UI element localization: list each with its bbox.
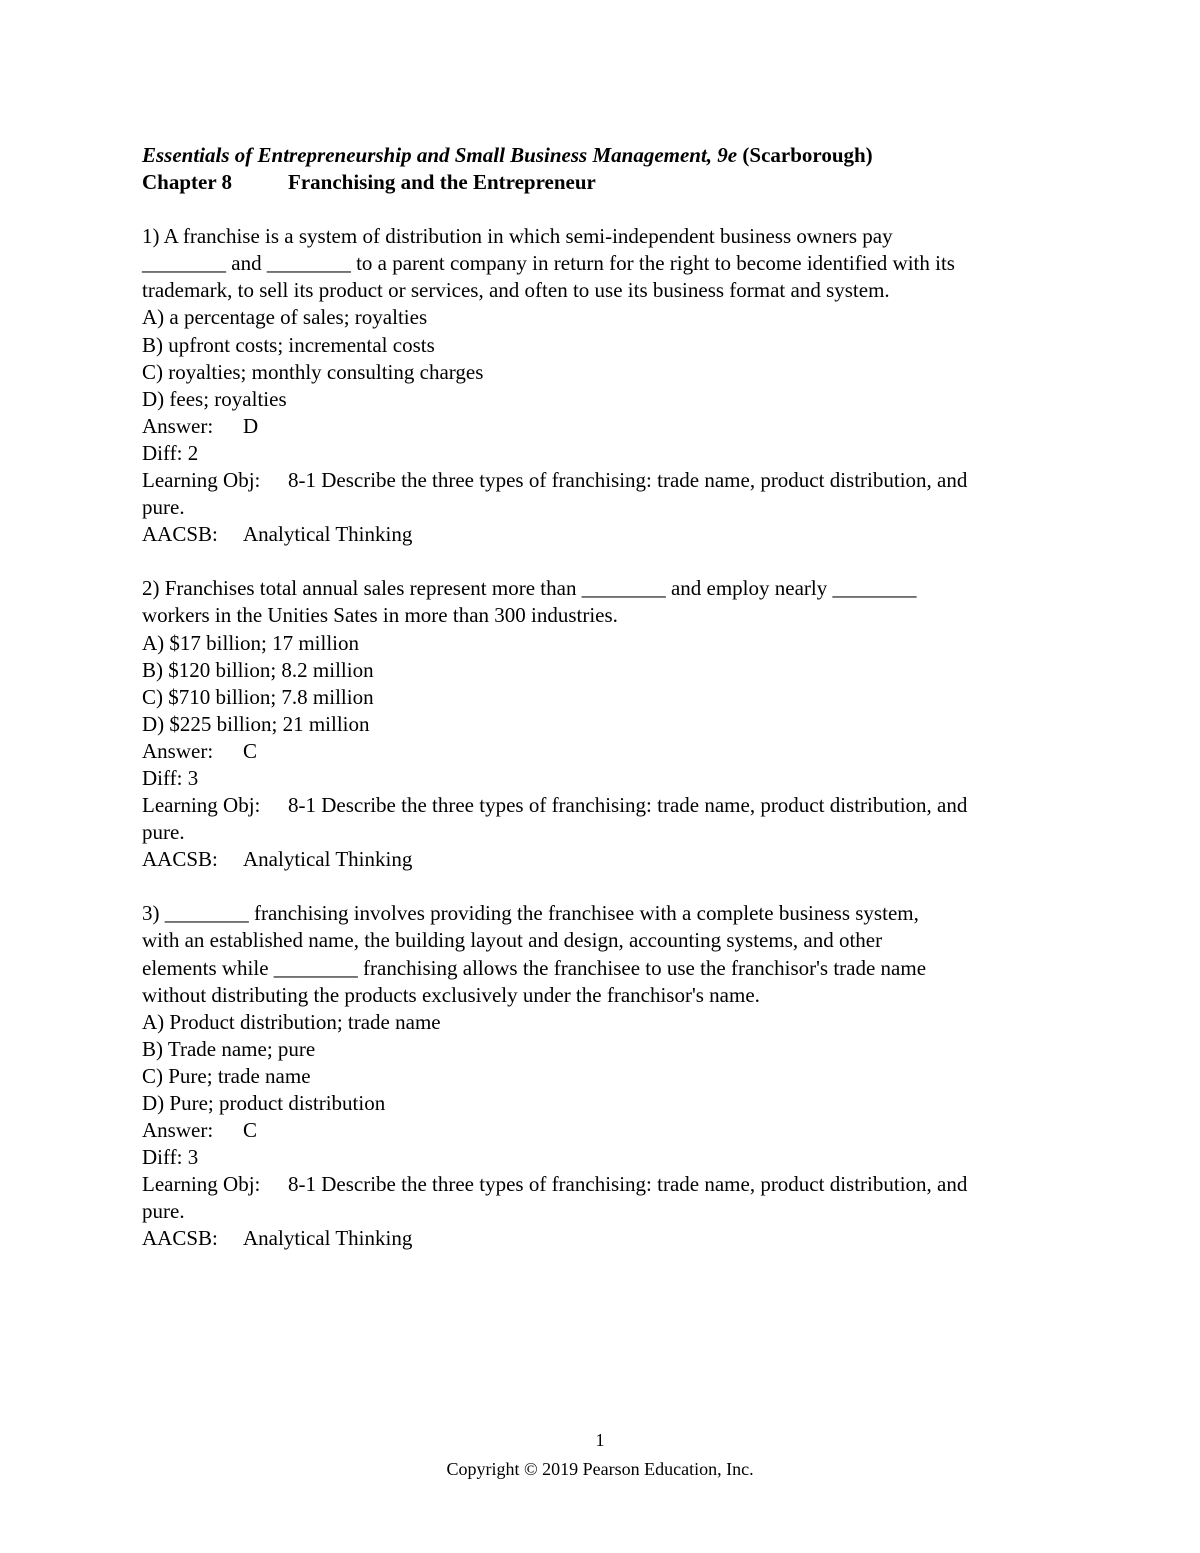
aacsb-value: Analytical Thinking <box>243 522 413 547</box>
question-2 <box>142 575 1072 873</box>
answer-value: C <box>243 1118 258 1143</box>
difficulty-line <box>142 765 1072 792</box>
answer-label: Answer: <box>142 1118 214 1143</box>
aacsb-line <box>142 846 1072 873</box>
copyright-notice: Copyright © 2019 Pearson Education, Inc. <box>446 1459 754 1479</box>
chapter-number: Chapter 8 <box>142 170 233 195</box>
learning-objective-line <box>142 1171 1072 1198</box>
learning-objective-label: Learning Obj: <box>142 1172 261 1197</box>
question-stem-line: elements while ________ franchising allows the franchisee to use the franchisor's trade name <box>142 955 927 980</box>
answer-option: D) Pure; product distribution <box>142 1091 386 1115</box>
learning-objective-label: Learning Obj: <box>142 468 261 493</box>
difficulty-line <box>142 440 1072 467</box>
question-stem-line: ________ and ________ to a parent company in return for the right to become identified with its <box>142 251 955 276</box>
answer-option: B) upfront costs; incremental costs <box>142 332 435 357</box>
aacsb-value: Analytical Thinking <box>243 847 413 872</box>
learning-objective-text: 8-1 Describe the three types of franchising: trade name, product distribution, and <box>288 793 968 818</box>
answer-option: A) Product distribution; trade name <box>142 1009 441 1034</box>
question-stem-line: 3) ________ franchising involves providing the franchisee with a complete business system, <box>142 901 919 926</box>
difficulty-line <box>142 1144 1072 1171</box>
learning-objective-continuation: pure. <box>142 820 185 845</box>
learning-objective-continuation: pure. <box>142 495 185 520</box>
difficulty-value: 2 <box>187 440 199 465</box>
answer-value: C <box>243 738 258 763</box>
question-stem-line: 1) A franchise is a system of distribution in which semi-independent business owners pay <box>142 224 893 249</box>
answer-line <box>142 413 1072 440</box>
question-3 <box>142 900 1072 1252</box>
answer-label: Answer: <box>142 738 214 763</box>
chapter-title: Franchising and the Entrepreneur <box>288 170 596 195</box>
answer-option: A) $17 billion; 17 million <box>142 630 360 655</box>
learning-objective-text: 8-1 Describe the three types of franchising: trade name, product distribution, and <box>288 468 968 493</box>
question-stem-line: with an established name, the building layout and design, accounting systems, and other <box>142 928 883 953</box>
question-1 <box>142 223 1072 548</box>
question-stem-line: workers in the Unities Sates in more than 300 industries. <box>142 603 618 628</box>
difficulty-label: Diff: <box>142 440 183 465</box>
chapter-heading <box>142 169 1072 196</box>
book-title: Essentials of Entrepreneurship and Small Business Management, 9e <box>142 143 738 167</box>
answer-value: D <box>243 413 259 438</box>
question-stem-line: 2) Franchises total annual sales represent more than ________ and employ nearly ________ <box>142 576 917 601</box>
answer-label: Answer: <box>142 413 214 438</box>
book-author: (Scarborough) <box>737 143 873 167</box>
difficulty-label: Diff: <box>142 765 183 790</box>
aacsb-line <box>142 521 1072 548</box>
answer-line <box>142 738 1072 765</box>
difficulty-value: 3 <box>187 1145 199 1170</box>
aacsb-line <box>142 1225 1072 1252</box>
answer-option: B) $120 billion; 8.2 million <box>142 657 374 682</box>
answer-option: C) $710 billion; 7.8 million <box>142 684 374 709</box>
learning-objective-line <box>142 467 1072 494</box>
answer-option: B) Trade name; pure <box>142 1036 316 1061</box>
learning-objective-line <box>142 792 1072 819</box>
difficulty-label: Diff: <box>142 1145 183 1170</box>
answer-option: D) $225 billion; 21 million <box>142 711 370 736</box>
difficulty-value: 3 <box>187 765 199 790</box>
book-title-line <box>142 142 1072 169</box>
page-content <box>142 142 1072 1253</box>
aacsb-label: AACSB: <box>142 847 218 872</box>
learning-objective-continuation: pure. <box>142 1199 185 1224</box>
answer-option: C) Pure; trade name <box>142 1063 311 1088</box>
learning-objective-label: Learning Obj: <box>142 793 261 818</box>
answer-option: D) fees; royalties <box>142 386 287 411</box>
answer-line <box>142 1117 1072 1144</box>
aacsb-label: AACSB: <box>142 522 218 547</box>
answer-option: C) royalties; monthly consulting charges <box>142 359 484 384</box>
aacsb-value: Analytical Thinking <box>243 1226 413 1251</box>
question-stem-line: trademark, to sell its product or services, and often to use its business format and system. <box>142 278 890 303</box>
page-number: 1 <box>595 1430 605 1450</box>
answer-option: A) a percentage of sales; royalties <box>142 305 428 330</box>
aacsb-label: AACSB: <box>142 1226 218 1251</box>
question-stem-line: without distributing the products exclusively under the franchisor's name. <box>142 982 760 1007</box>
learning-objective-text: 8-1 Describe the three types of franchising: trade name, product distribution, and <box>288 1172 968 1197</box>
